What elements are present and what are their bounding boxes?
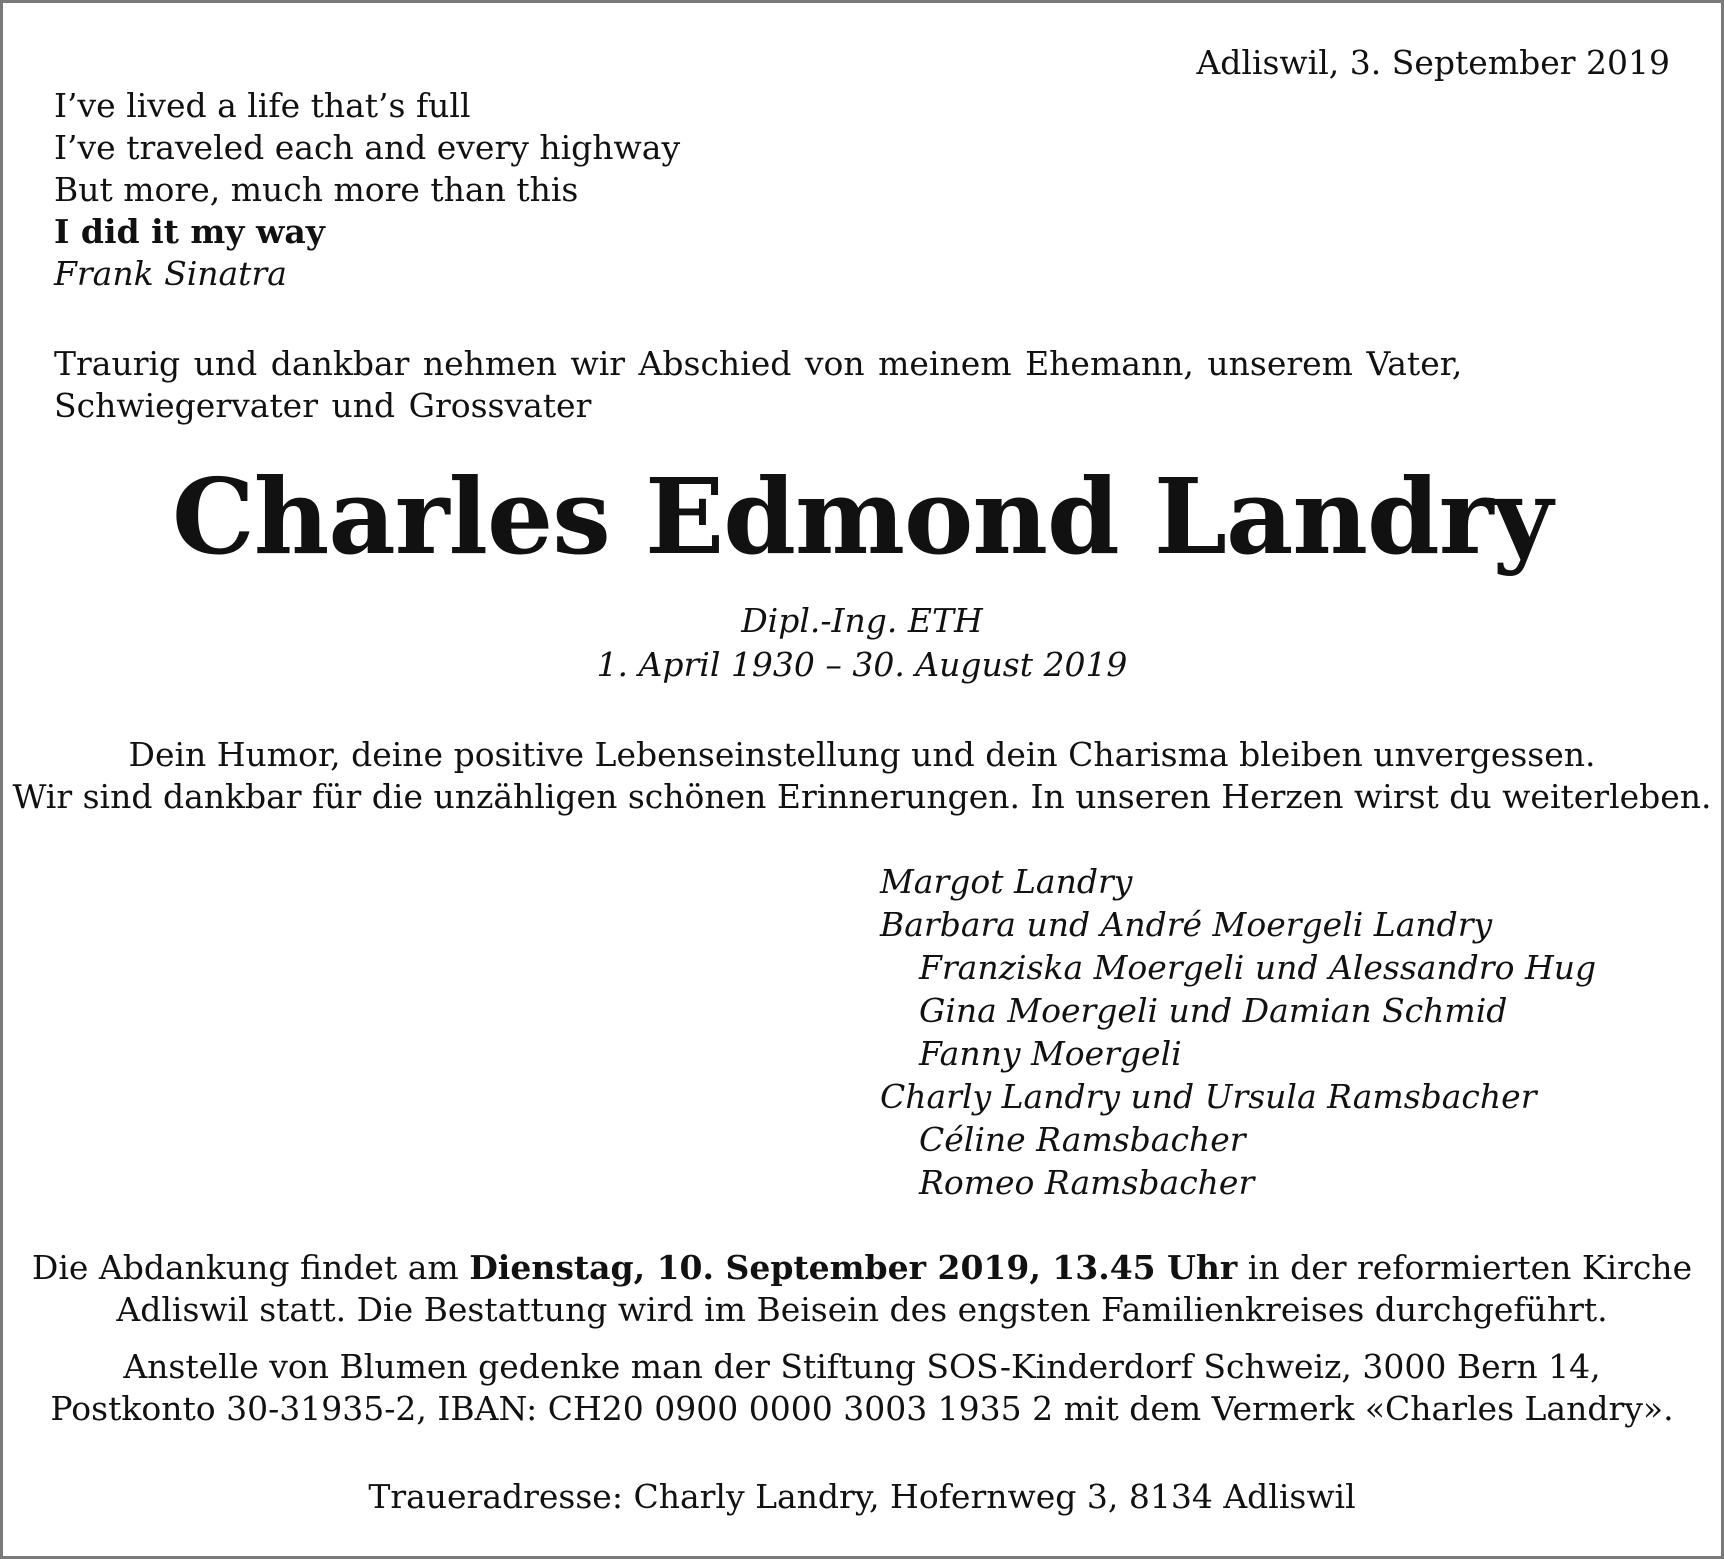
deceased-name: Charles Edmond Landry [171, 455, 1552, 578]
mourner-name: Franziska Moergeli und Alessandro Hug [919, 948, 1597, 987]
poem-line: I’ve traveled each and every highway [54, 128, 681, 167]
mourner-name: Margot Landry [880, 862, 1133, 901]
mourners-list [880, 860, 1596, 1204]
poem-author: Frank Sinatra [54, 254, 287, 293]
poem-highlight: I did it my way [54, 212, 325, 251]
poem-line: But more, much more than this [54, 170, 579, 209]
life-dates: 1. April 1930 – 30. August 2019 [596, 645, 1128, 684]
mourner-name: Gina Moergeli und Damian Schmid [919, 991, 1508, 1030]
mourner-name: Fanny Moergeli [919, 1034, 1182, 1073]
mourning-address: Traueradresse: Charly Landry, Hofernweg 3, 8134 Adliswil [368, 1477, 1356, 1516]
donation-info [0, 1346, 1724, 1430]
mourner-name: Barbara und André Moergeli Landry [880, 905, 1493, 944]
donation-line: Anstelle von Blumen gedenke man der Stiftung SOS-Kinderdorf Schweiz, 3000 Bern 14, [123, 1347, 1601, 1386]
place-date: Adliswil, 3. September 2019 [1196, 43, 1670, 82]
service-suffix: in der reformierten Kirche [1237, 1248, 1693, 1287]
service-info [0, 1247, 1724, 1331]
service-prefix: Die Abdankung findet am [31, 1248, 470, 1287]
donation-line: Postkonto 30-31935-2, IBAN: CH20 0900 0000 3003 1935 2 mit dem Vermerk «Charles Landry». [50, 1389, 1674, 1428]
mourner-name: Romeo Ramsbacher [919, 1163, 1255, 1202]
tribute-line: Dein Humor, deine positive Lebenseinstellung und dein Charisma bleiben unvergessen. [128, 735, 1596, 774]
intro-text: Traurig und dankbar nehmen wir Abschied von meinem Ehemann, unserem Vater, Schwiegervater und Grossvater [54, 344, 1463, 425]
tribute-line: Wir sind dankbar für die unzähligen schönen Erinnerungen. In unseren Herzen wirst du weiterleben. [12, 777, 1712, 816]
mourner-name: Céline Ramsbacher [919, 1120, 1246, 1159]
deceased-title: Dipl.-Ing. ETH [741, 601, 983, 640]
mourner-name: Charly Landry und Ursula Ramsbacher [880, 1077, 1537, 1116]
tribute [0, 734, 1724, 818]
service-line: Adliswil statt. Die Bestattung wird im Beisein des engsten Familienkreises durchgeführt. [116, 1290, 1608, 1329]
service-line [0, 1247, 1724, 1289]
service-datetime: Dienstag, 10. September 2019, 13.45 Uhr [469, 1248, 1238, 1287]
poem [54, 85, 680, 295]
poem-line: I’ve lived a life that’s full [54, 86, 471, 125]
